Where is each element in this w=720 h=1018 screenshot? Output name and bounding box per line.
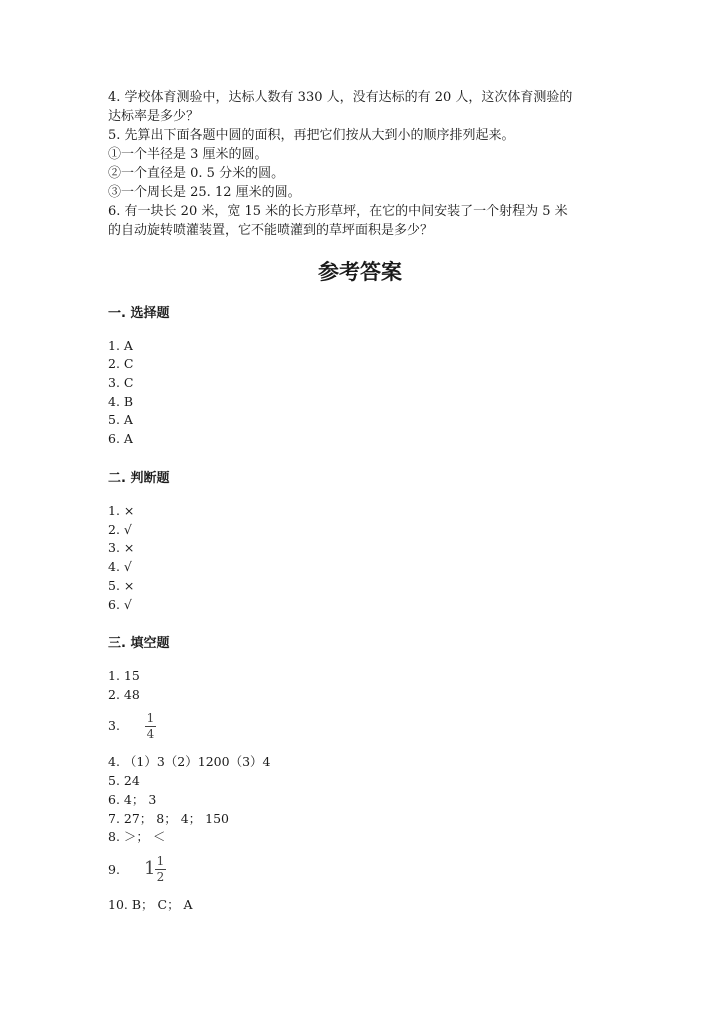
section-1-item: 2. C <box>108 356 134 371</box>
section-3-item-5: 5. 24 <box>108 773 140 788</box>
section-1-item: 6. A <box>108 431 133 446</box>
question-5-item-1: ①一个半径是 3 厘米的圆。 <box>108 147 268 162</box>
answers-title: 参考答案 <box>318 260 402 284</box>
section-1-item: 3. C <box>108 375 134 390</box>
section-3-item-7: 7. 27； 8； 4； 150 <box>108 811 229 826</box>
section-3-item-9-label: 9. <box>108 862 120 877</box>
section-2-item: 1. × <box>108 503 135 518</box>
fraction-numerator: 1 <box>146 711 155 725</box>
question-5-item-3: ③一个周长是 25. 12 厘米的圆。 <box>108 185 301 200</box>
section-3-item-10: 10. B； C； A <box>108 897 193 912</box>
question-6-line-1: 6. 有一块长 20 米，宽 15 米的长方形草坪，在它的中间安装了一个射程为 5 米 <box>108 204 568 219</box>
section-2-item: 2. √ <box>108 522 132 537</box>
section-2-item: 5. × <box>108 578 135 593</box>
section-2-item: 6. √ <box>108 597 132 612</box>
question-5-line-1: 5. 先算出下面各题中圆的面积，再把它们按从大到小的顺序排列起来。 <box>108 128 515 143</box>
section-2-item: 3. × <box>108 540 135 555</box>
question-4-line-2: 达标率是多少？ <box>108 109 200 124</box>
section-2-heading: 二. 判断题 <box>108 471 170 486</box>
section-3-item-3-label: 3. <box>108 718 120 733</box>
section-1-heading: 一. 选择题 <box>108 306 170 321</box>
fraction-denominator: 2 <box>156 870 165 884</box>
section-3-item-8: 8. ＞； ＜ <box>108 829 166 844</box>
fraction-denominator: 4 <box>146 727 155 741</box>
section-3-item-4: 4. （1）3（2）1200（3）4 <box>108 754 271 769</box>
fraction-numerator: 1 <box>156 854 165 868</box>
section-1-item: 1. A <box>108 338 133 353</box>
section-1-item: 5. A <box>108 412 133 427</box>
question-4-line-1: 4. 学校体育测验中，达标人数有 330 人，没有达标的有 20 人，这次体育测验的 <box>108 90 573 105</box>
section-3-item-9-fraction <box>155 855 166 884</box>
section-3-heading: 三. 填空题 <box>108 636 170 651</box>
section-3-item-2: 2. 48 <box>108 687 140 702</box>
question-5-item-2: ②一个直径是 0. 5 分米的圆。 <box>108 166 285 181</box>
section-3-item-1: 1. 15 <box>108 668 140 683</box>
section-3-item-3-fraction <box>145 712 156 741</box>
section-1-item: 4. B <box>108 394 134 409</box>
section-3-item-9-whole: 1 <box>144 858 156 879</box>
question-6-line-2: 的自动旋转喷灌装置，它不能喷灌到的草坪面积是多少？ <box>108 223 434 238</box>
section-2-item: 4. √ <box>108 559 132 574</box>
section-3-item-6: 6. 4； 3 <box>108 792 157 807</box>
